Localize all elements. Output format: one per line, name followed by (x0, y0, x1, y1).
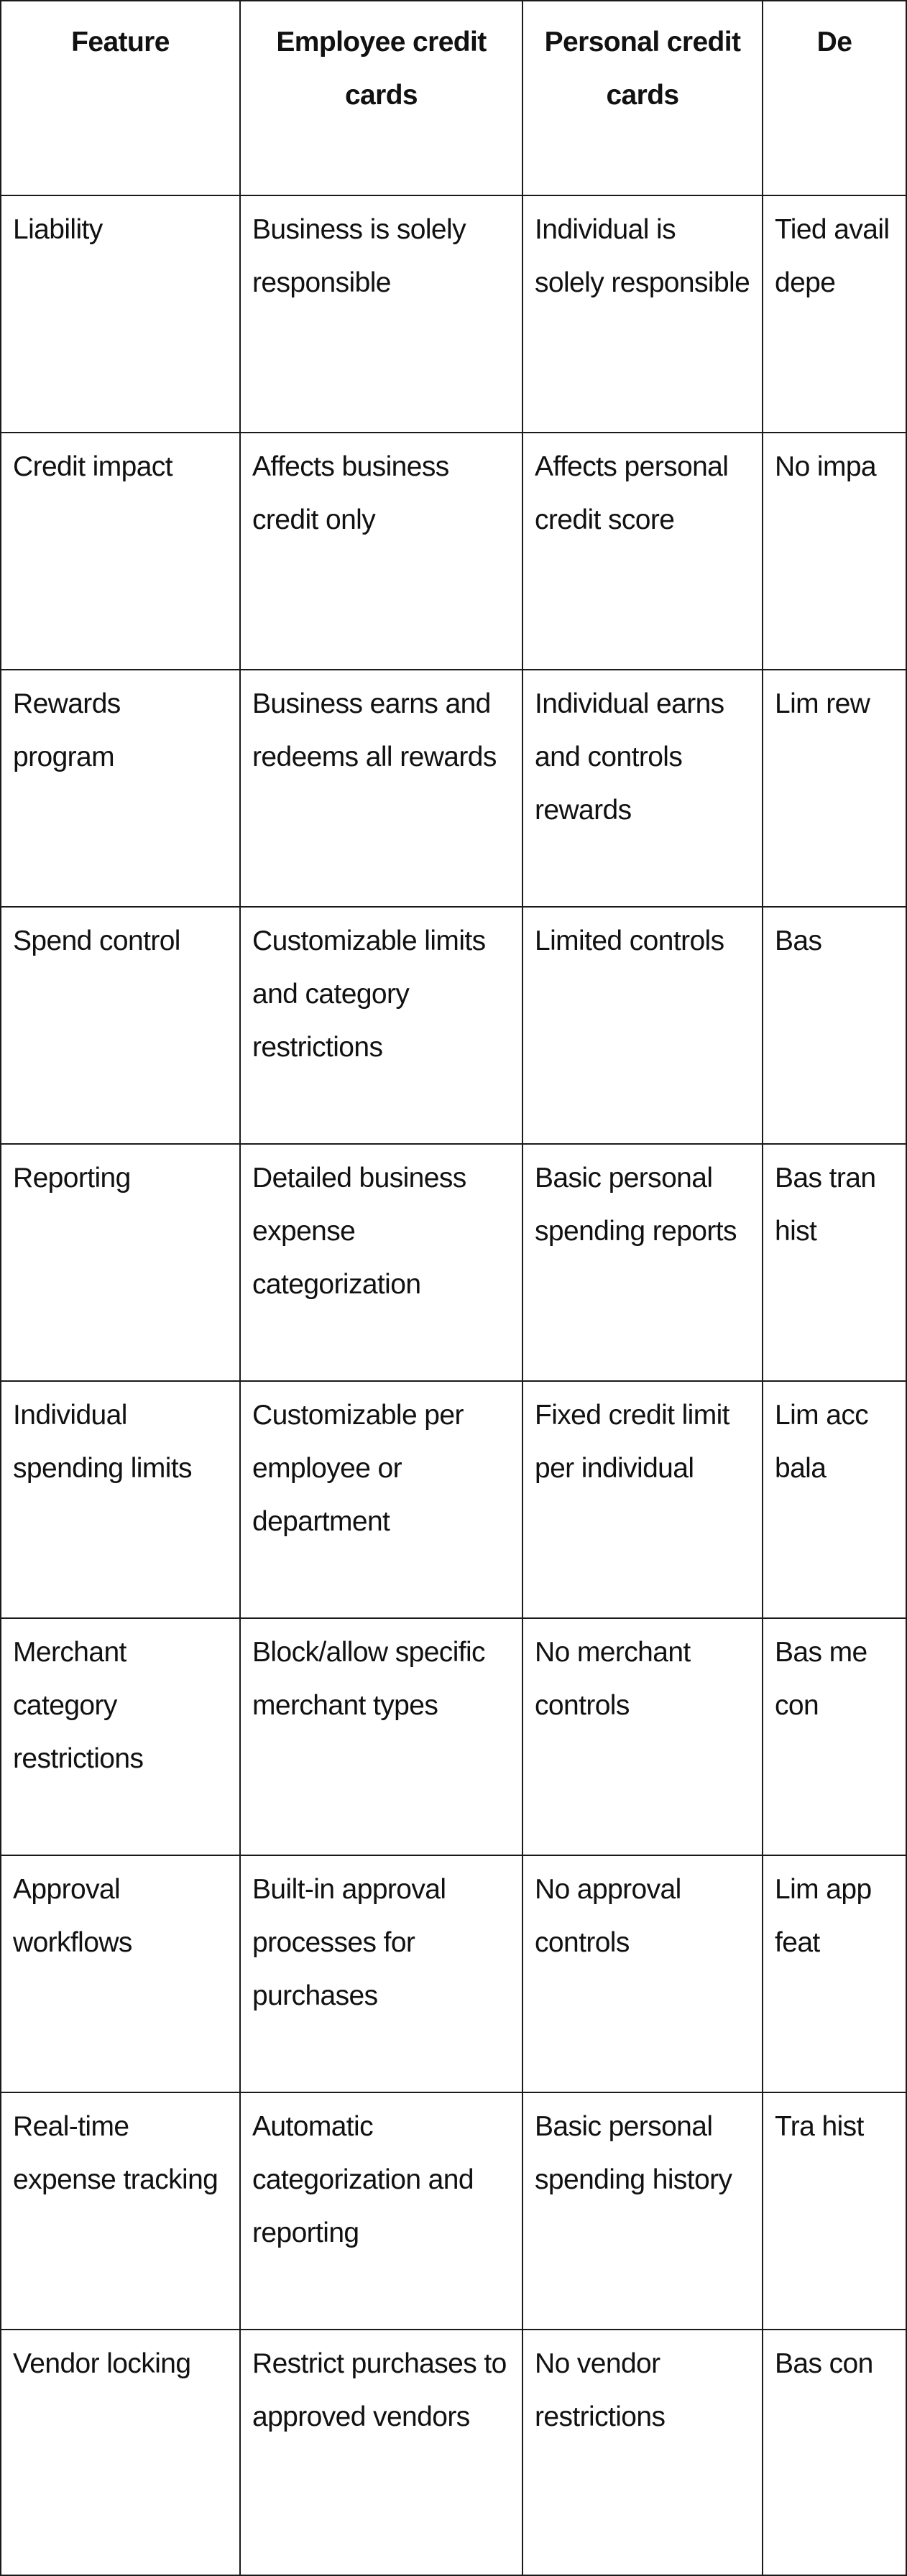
table-row (1, 195, 906, 433)
cell-personal: No vendor restrictions (522, 2330, 763, 2575)
cell-personal: No approval controls (522, 1855, 763, 2092)
cell-fourth: Tied avail depe (763, 195, 906, 433)
header-personal-credit-cards: Personal credit cards (522, 1, 763, 195)
header-employee-credit-cards: Employee credit cards (240, 1, 522, 195)
header-feature: Feature (1, 1, 240, 195)
cell-fourth: Lim app feat (763, 1855, 906, 2092)
cell-employee: Built-in approval processes for purchases (240, 1855, 522, 2092)
cell-employee: Business is solely responsible (240, 195, 522, 433)
cell-personal: Basic personal spending history (522, 2092, 763, 2330)
cell-feature: Real-time expense tracking (1, 2092, 240, 2330)
cell-employee: Affects business credit only (240, 433, 522, 670)
table-row (1, 907, 906, 1144)
cell-feature: Merchant category restrictions (1, 1618, 240, 1855)
table-body (1, 195, 906, 2575)
cell-personal: Fixed credit limit per individual (522, 1381, 763, 1618)
cell-fourth: Bas tran hist (763, 1144, 906, 1381)
table-row (1, 2330, 906, 2575)
cell-employee: Customizable per employee or department (240, 1381, 522, 1618)
cell-employee: Block/allow specific merchant types (240, 1618, 522, 1855)
cell-fourth: No impa (763, 433, 906, 670)
table-row (1, 2092, 906, 2330)
cell-employee: Detailed business expense categorization (240, 1144, 522, 1381)
cell-feature: Credit impact (1, 433, 240, 670)
cell-personal: Basic personal spending reports (522, 1144, 763, 1381)
cell-feature: Individual spending limits (1, 1381, 240, 1618)
table-row (1, 1381, 906, 1618)
cell-employee: Customizable limits and category restrictions (240, 907, 522, 1144)
cell-employee: Automatic categorization and reporting (240, 2092, 522, 2330)
table-row (1, 1144, 906, 1381)
cell-personal: Individual is solely responsible (522, 195, 763, 433)
table-row (1, 1855, 906, 2092)
cell-feature: Reporting (1, 1144, 240, 1381)
header-fourth-column: De (763, 1, 906, 195)
table-row (1, 670, 906, 907)
cell-feature: Rewards program (1, 670, 240, 907)
table-header (1, 1, 906, 195)
cell-fourth: Lim rew (763, 670, 906, 907)
cell-fourth: Lim acc bala (763, 1381, 906, 1618)
cell-feature: Approval workflows (1, 1855, 240, 2092)
cell-personal: Individual earns and controls rewards (522, 670, 763, 907)
table-row (1, 1618, 906, 1855)
cell-personal: No merchant controls (522, 1618, 763, 1855)
cell-employee: Business earns and redeems all rewards (240, 670, 522, 907)
header-row (1, 1, 906, 195)
cell-fourth: Tra hist (763, 2092, 906, 2330)
cell-fourth: Bas con (763, 2330, 906, 2575)
cell-feature: Spend control (1, 907, 240, 1144)
cell-personal: Limited controls (522, 907, 763, 1144)
cell-fourth: Bas (763, 907, 906, 1144)
table-row (1, 433, 906, 670)
cell-personal: Affects personal credit score (522, 433, 763, 670)
cell-feature: Liability (1, 195, 240, 433)
cell-feature: Vendor locking (1, 2330, 240, 2575)
cell-employee: Restrict purchases to approved vendors (240, 2330, 522, 2575)
cell-fourth: Bas me con (763, 1618, 906, 1855)
